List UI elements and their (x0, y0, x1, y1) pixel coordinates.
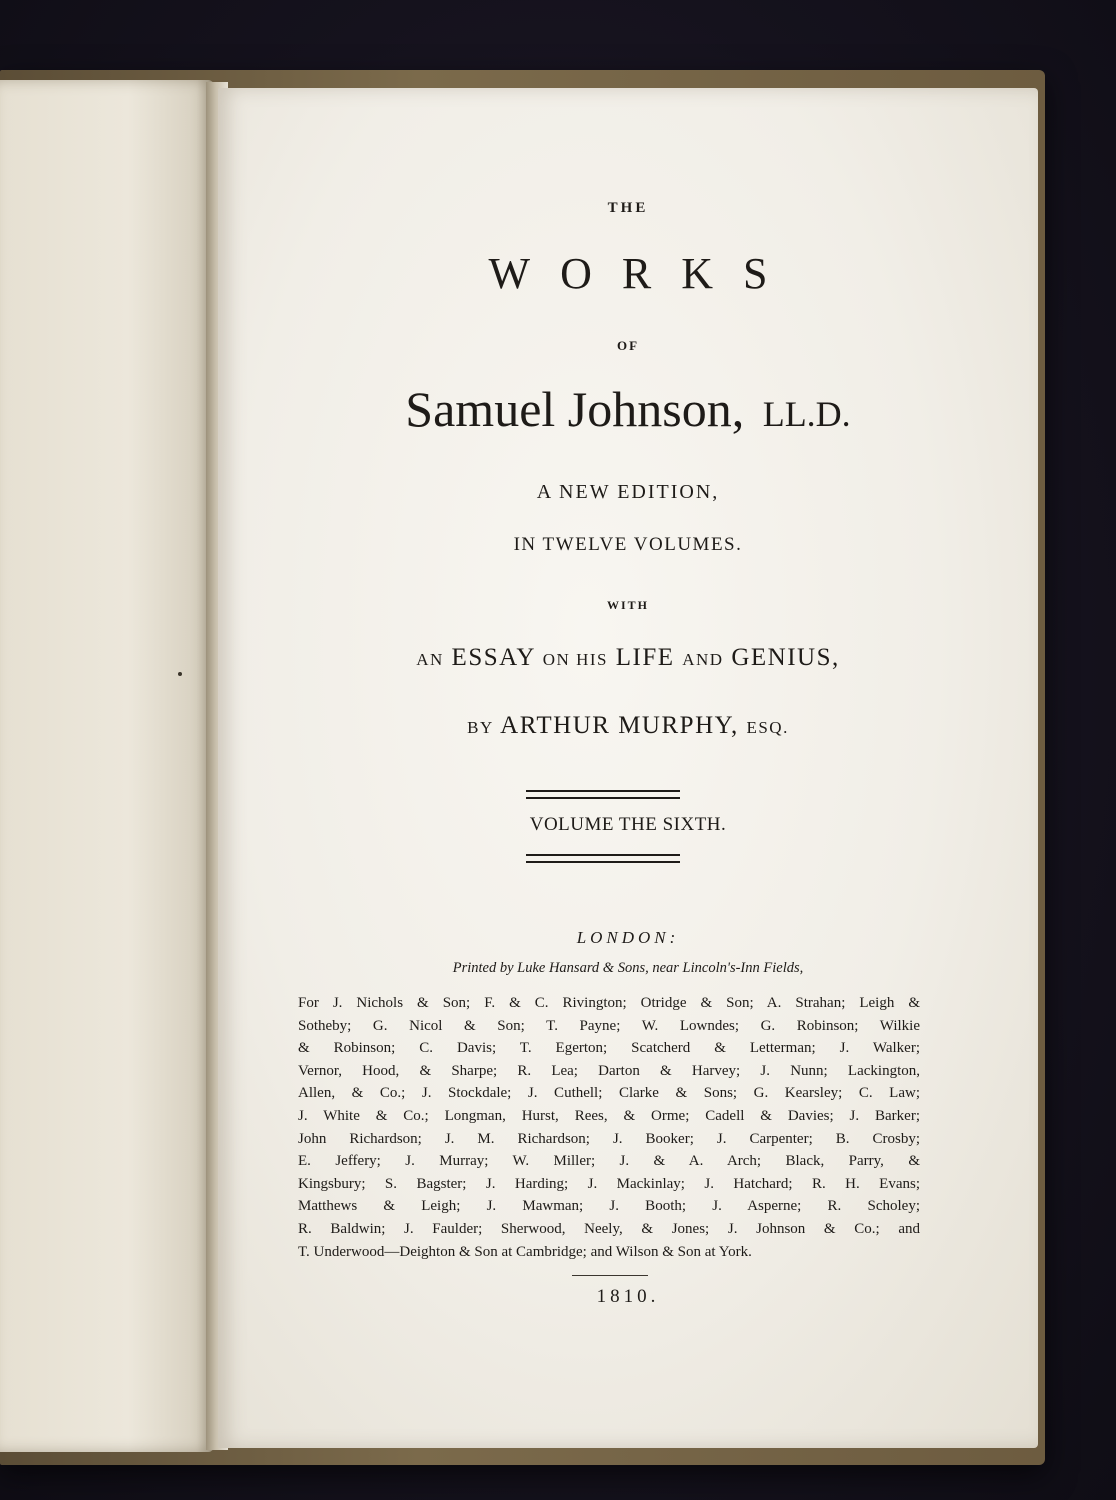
essay-and: AND (682, 650, 724, 669)
booksellers-line: Kingsbury; S. Bagster; J. Harding; J. Mackinlay; J. Hatchard; R. H. Evans; (298, 1175, 920, 1192)
booksellers-line: E. Jeffery; J. Murray; W. Miller; J. & A. Arch; Black, Parry, & (298, 1153, 920, 1170)
volumes-line: IN TWELVE VOLUMES. (513, 534, 743, 555)
essay-an: AN (416, 650, 444, 669)
author-name: Samuel Johnson, (405, 381, 745, 437)
title-of: OF (616, 338, 640, 353)
booksellers-line: Matthews & Leigh; J. Mawman; J. Booth; J. Asperne; R. Scholey; (298, 1198, 920, 1215)
printer-line: Printed by Luke Hansard & Sons, near Lincoln's-Inn Fields, (452, 960, 804, 976)
left-blank-page (0, 80, 214, 1452)
author-line (218, 380, 1038, 438)
publication-year: 1810. (596, 1286, 660, 1307)
booksellers-line: J. White & Co.; Longman, Hurst, Rees, & Orme; Cadell & Davies; J. Barker; (298, 1107, 920, 1124)
title-the: THE (607, 200, 649, 216)
essay-on-his: ON HIS (542, 650, 608, 669)
esq-word: ESQ. (746, 718, 789, 737)
booksellers-line: R. Baldwin; J. Faulder; Sherwood, Neely, & Jones; J. Johnson & Co.; and (298, 1220, 920, 1237)
booksellers-line: Sotheby; G. Nicol & Son; T. Payne; W. Lowndes; G. Robinson; Wilkie (298, 1017, 920, 1034)
double-rule-bottom (526, 854, 680, 863)
by-line (218, 712, 1038, 740)
title-works: WORKS (488, 249, 798, 298)
volume-line: VOLUME THE SIXTH. (529, 814, 727, 835)
booksellers-line: For J. Nichols & Son; F. & C. Rivington; Otridge & Son; A. Strahan; Leigh & (298, 995, 920, 1011)
booksellers-line: Allen, & Co.; J. Stockdale; J. Cuthell; Clarke & Sons; G. Kearsley; C. Law; (298, 1085, 920, 1102)
year-rule (572, 1275, 648, 1276)
booksellers-list (298, 992, 920, 1263)
essay-word: ESSAY (451, 644, 536, 671)
paper-spot (178, 672, 182, 676)
essay-genius: GENIUS, (731, 644, 840, 671)
essay-life: LIFE (615, 644, 675, 671)
double-rule-top (526, 790, 680, 799)
edition-line: A NEW EDITION, (536, 481, 720, 503)
by-word: BY (467, 718, 494, 737)
booksellers-line: T. Underwood—Deighton & Son at Cambridge; and Wilson & Son at York. (298, 1243, 752, 1260)
imprint-city: LONDON: (576, 928, 680, 947)
with-line: WITH (606, 598, 649, 612)
booksellers-line: John Richardson; J. M. Richardson; J. Booker; J. Carpenter; B. Crosby; (298, 1130, 920, 1147)
essay-line (218, 644, 1038, 672)
author-degree: LL.D. (762, 394, 851, 434)
booksellers-line: & Robinson; C. Davis; T. Egerton; Scatcherd & Letterman; J. Walker; (298, 1040, 920, 1057)
essay-author-name: ARTHUR MURPHY, (500, 712, 739, 739)
booksellers-line: Vernor, Hood, & Sharpe; R. Lea; Darton & Harvey; J. Nunn; Lackington, (298, 1062, 920, 1079)
